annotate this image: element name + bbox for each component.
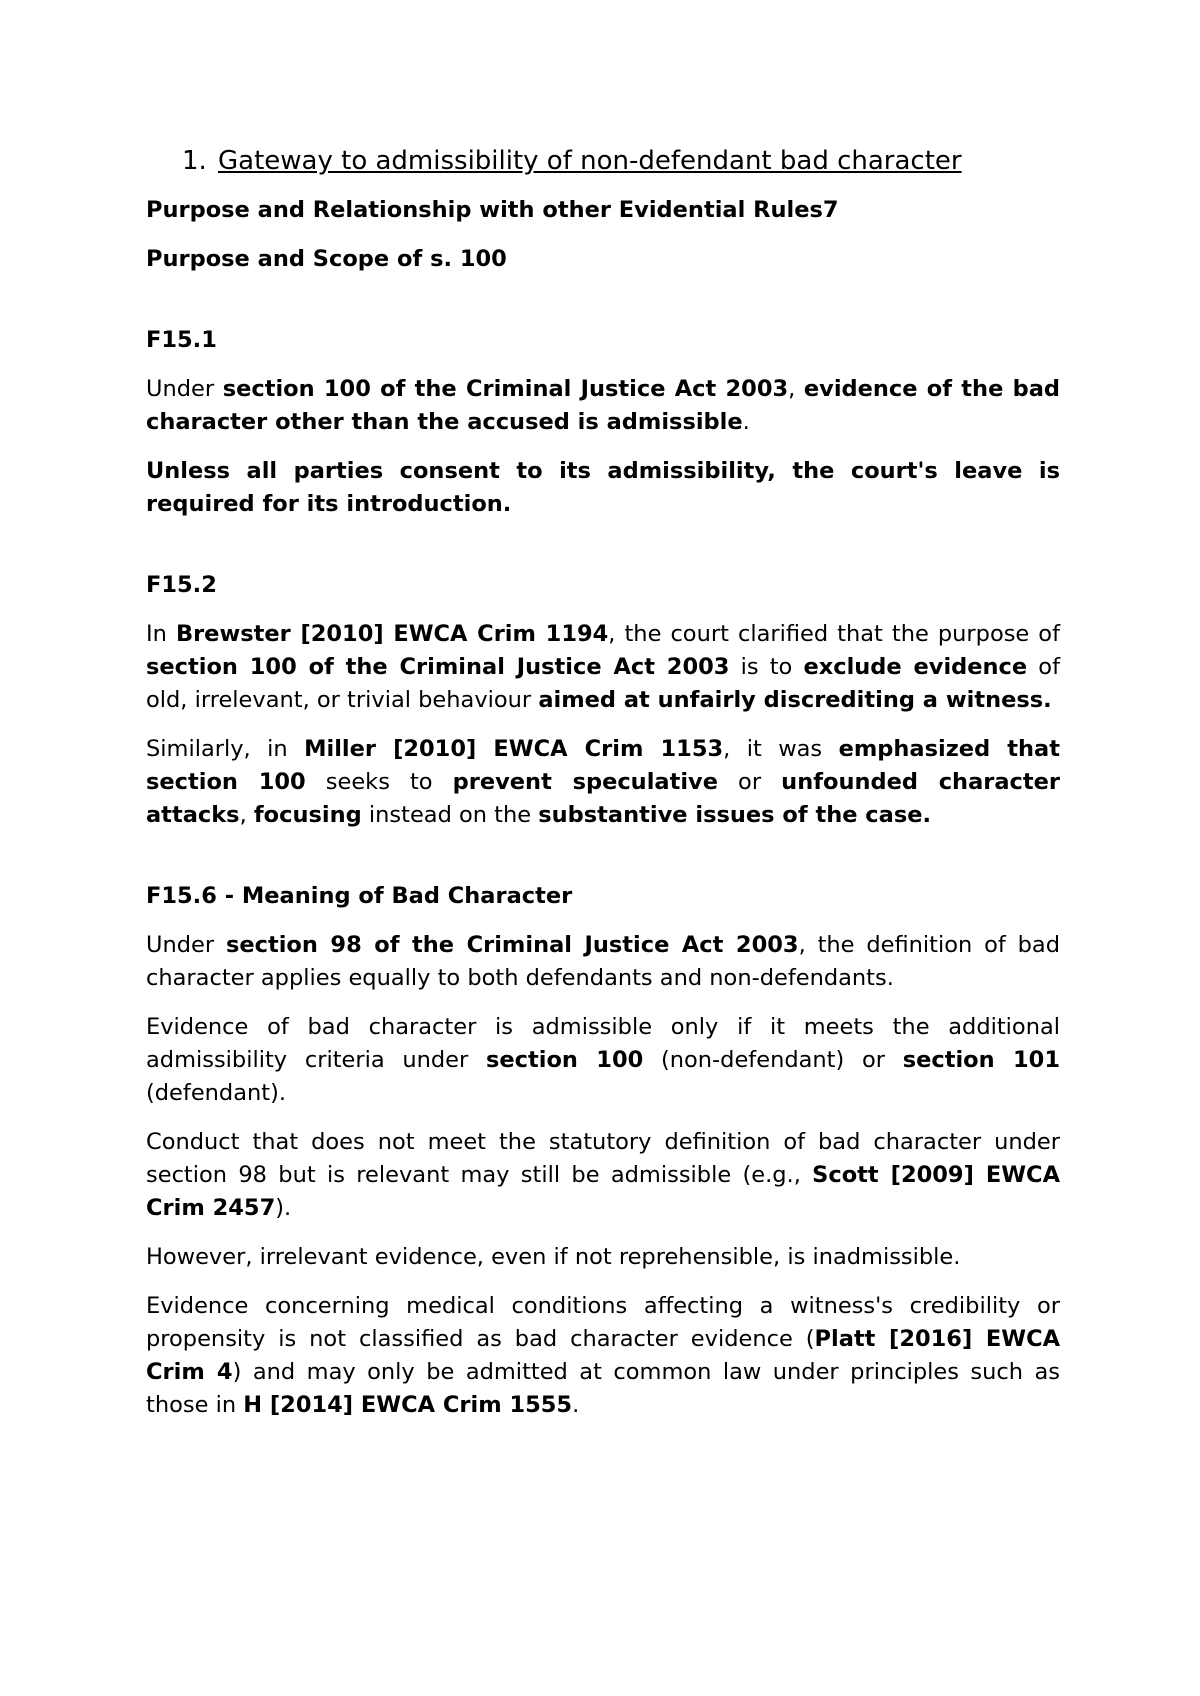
text-run: . — [742, 409, 750, 435]
bold-text-run: Scott [2009] EWCA Crim 2457 — [146, 1162, 1060, 1221]
bold-text-run: Platt [2016] EWCA Crim 4 — [146, 1326, 1060, 1385]
text-run: Evidence of bad character is admissible only if it meets the additional admissibility criteria under — [146, 1014, 1060, 1073]
text-run: is to — [729, 654, 804, 680]
text-run: Evidence concerning medical conditions affecting a witness's credibility or propensity is not classified as bad character evidence ( — [146, 1293, 1060, 1352]
paragraph-f15-6-criteria — [146, 1011, 1060, 1110]
paragraph-f15-6-medical — [146, 1290, 1060, 1422]
text-run: (defendant). — [146, 1080, 287, 1106]
bold-text-run: focusing — [253, 802, 362, 828]
paragraph-f15-6-irrelevant — [146, 1241, 1060, 1274]
bold-text-run: Unless all parties consent to its admissibility, the court's leave is required for its introduction. — [146, 458, 1060, 517]
text-run: , — [788, 376, 804, 402]
section-label-f15-1: F15.1 — [146, 327, 217, 353]
paragraph-f15-6-conduct — [146, 1126, 1060, 1225]
paragraph-f15-1-admissibility — [146, 373, 1060, 439]
text-run: (non-defendant) or — [643, 1047, 903, 1073]
section-label-f15-6: F15.6 - Meaning of Bad Character — [146, 883, 573, 909]
paragraph-f15-2-miller — [146, 733, 1060, 832]
paragraph-f15-2-brewster — [146, 618, 1060, 717]
text-run: Under — [146, 376, 223, 402]
text-run: , the definition of bad character applies equally to both defendants and non-defendants. — [146, 932, 1060, 991]
text-run: instead on the — [361, 802, 539, 828]
bold-text-run: evidence of the bad character other than the accused is admissible — [146, 376, 1060, 435]
text-run: ). — [275, 1195, 292, 1221]
bold-text-run: section 98 of the Criminal Justice Act 2003 — [225, 932, 799, 958]
text-run: or — [717, 769, 782, 795]
text-run: , — [239, 802, 254, 828]
bold-text-run: prevent speculative — [452, 769, 718, 795]
bold-text-run: H [2014] EWCA Crim 1555 — [243, 1392, 573, 1418]
bold-text-run: section 100 — [485, 1047, 644, 1073]
bold-text-run: emphasized that section 100 — [146, 736, 1060, 795]
paragraph-f15-6-definition — [146, 929, 1060, 995]
text-run: However, irrelevant evidence, even if not reprehensible, is inadmissible. — [146, 1244, 961, 1270]
bold-text-run: unfounded character attacks — [146, 769, 1060, 828]
bold-text-run: Miller [2010] EWCA Crim 1153 — [304, 736, 724, 762]
paragraph-f15-1-leave — [146, 455, 1060, 521]
text-run: , the court clarified that the purpose of — [608, 621, 1060, 647]
section-label-f15-2: F15.2 — [146, 572, 217, 598]
text-run: seeks to — [305, 769, 453, 795]
bold-text-run: section 100 of the Criminal Justice Act 2003 — [222, 376, 789, 402]
text-run: . — [572, 1392, 580, 1418]
bold-text-run: Brewster [2010] EWCA Crim 1194 — [175, 621, 609, 647]
text-run: In — [146, 621, 176, 647]
section-heading — [146, 142, 1060, 180]
subtitle-purpose-scope: Purpose and Scope of s. 100 — [146, 246, 507, 272]
bold-text-run: aimed at unfairly discrediting a witness. — [538, 687, 1052, 713]
text-run: Similarly, in — [146, 736, 305, 762]
bold-text-run: section 101 — [902, 1047, 1060, 1073]
text-run: , it was — [723, 736, 839, 762]
text-run: of old, irrelevant, or trivial behaviour — [146, 654, 1060, 713]
document-body — [146, 142, 1060, 1438]
heading-number: 1. — [182, 146, 207, 176]
text-run: Under — [146, 932, 226, 958]
subtitle-purpose-relationship: Purpose and Relationship with other Evidential Rules7 — [146, 197, 839, 223]
bold-text-run: exclude evidence — [803, 654, 1028, 680]
bold-text-run: section 100 of the Criminal Justice Act 2003 — [146, 654, 730, 680]
heading-title: Gateway to admissibility of non-defendant bad character — [218, 146, 962, 176]
bold-text-run: substantive issues of the case. — [538, 802, 932, 828]
text-run: Conduct that does not meet the statutory definition of bad character under section 98 but is relevant may still be admissible (e.g., — [146, 1129, 1060, 1188]
text-run: ) and may only be admitted at common law under principles such as those in — [146, 1359, 1061, 1418]
